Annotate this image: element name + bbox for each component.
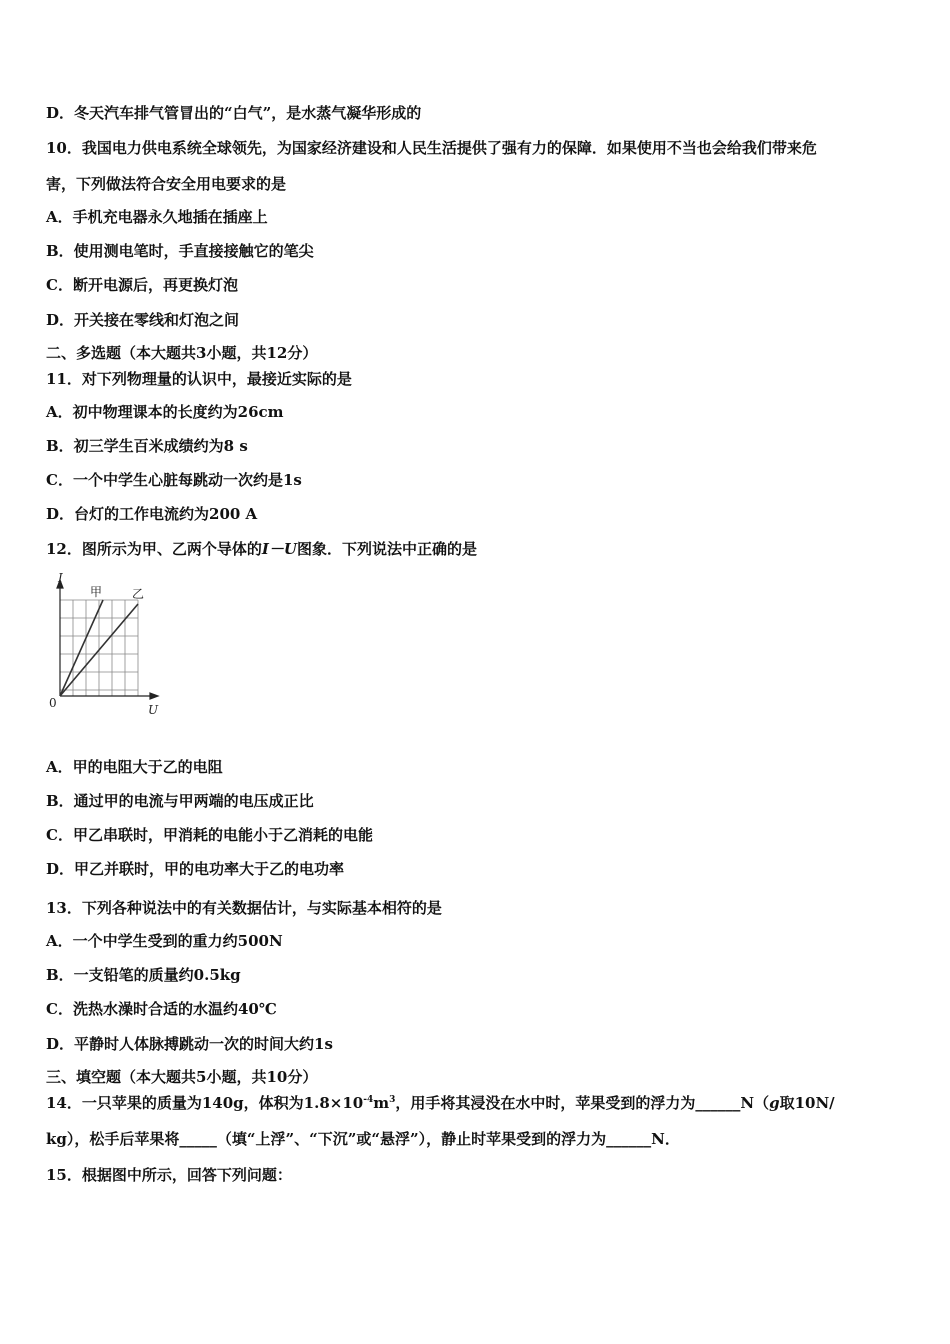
q14-post: ，用手将其浸没在水中时，苹果受到的浮力为______N（ bbox=[395, 1094, 770, 1112]
q12-option-a: A．甲的电阻大于乙的电阻 bbox=[46, 758, 223, 776]
q14-exp: -4 bbox=[363, 1095, 374, 1105]
q10-option-c: C．断开电源后，再更换灯泡 bbox=[46, 276, 238, 294]
q10-stem-line2: 害，下列做法符合安全用电要求的是 bbox=[46, 175, 287, 193]
q10-option-a: A．手机充电器永久地插在插座上 bbox=[46, 208, 268, 226]
x-axis-arrow bbox=[150, 693, 158, 699]
q14-stem-line1 bbox=[46, 1093, 835, 1113]
q12-option-d: D．甲乙并联时，甲的电功率大于乙的电功率 bbox=[46, 860, 345, 878]
q12-stem-var: I－U bbox=[261, 540, 297, 558]
iu-graph-figure bbox=[40, 570, 170, 720]
q11-option-b: B．初三学生百米成绩约为8 s bbox=[46, 437, 248, 455]
q12-stem bbox=[46, 539, 477, 559]
q14-stem-line2: kg），松手后苹果将_____（填“上浮”、“下沉”或“悬浮”），静止时苹果受到的浮力为______N． bbox=[46, 1130, 680, 1148]
q13-option-c: C．洗热水澡时合适的水温约40℃ bbox=[46, 1000, 277, 1018]
y-axis-label: I bbox=[58, 571, 63, 585]
q11-option-d: D．台灯的工作电流约为200 A bbox=[46, 505, 258, 523]
q10-option-b: B．使用测电笔时，手直接接触它的笔尖 bbox=[46, 242, 314, 260]
x-axis-label: U bbox=[148, 703, 159, 717]
q10-stem-line1: 10．我国电力供电系统全球领先，为国家经济建设和人民生活提供了强有力的保障．如果使用不当也会给我们带来危 bbox=[46, 139, 817, 157]
label-jia: 甲 bbox=[90, 585, 103, 599]
q11-option-a: A．初中物理课本的长度约为26cm bbox=[46, 403, 284, 421]
q12-stem-pre: 12．图所示为甲、乙两个导体的 bbox=[46, 540, 262, 558]
q12-stem-post: 图象．下列说法中正确的是 bbox=[297, 540, 478, 558]
q13-stem: 13．下列各种说法中的有关数据估计，与实际基本相符的是 bbox=[46, 899, 442, 917]
q14-end: 取10N/ bbox=[779, 1094, 835, 1112]
section-3-heading: 三、填空题（本大题共5小题，共10分） bbox=[46, 1068, 318, 1086]
q14-exp2: 3 bbox=[389, 1095, 396, 1105]
q15-stem: 15．根据图中所示，回答下列问题： bbox=[46, 1166, 292, 1184]
q12-option-b: B．通过甲的电流与甲两端的电压成正比 bbox=[46, 792, 314, 810]
q14-pre: 14．一只苹果的质量为140g，体积为1.8×10 bbox=[46, 1094, 364, 1112]
q11-option-c: C．一个中学生心脏每跳动一次约是1s bbox=[46, 471, 302, 489]
line-jia bbox=[60, 600, 103, 696]
q13-option-a: A．一个中学生受到的重力约500N bbox=[46, 932, 283, 950]
q13-option-b: B．一支铅笔的质量约0.5kg bbox=[46, 966, 241, 984]
label-yi: 乙 bbox=[132, 587, 145, 601]
q11-stem: 11．对下列物理量的认识中，最接近实际的是 bbox=[46, 370, 352, 388]
q14-g: g bbox=[769, 1094, 780, 1112]
q13-option-d: D．平静时人体脉搏跳动一次的时间大约1s bbox=[46, 1035, 333, 1053]
section-2-heading: 二、多选题（本大题共3小题，共12分） bbox=[46, 344, 318, 362]
q9-option-d: D．冬天汽车排气管冒出的“白气”，是水蒸气凝华形成的 bbox=[46, 104, 422, 122]
origin-label: 0 bbox=[49, 696, 57, 710]
q14-unit: m bbox=[373, 1094, 390, 1112]
q12-option-c: C．甲乙串联时，甲消耗的电能小于乙消耗的电能 bbox=[46, 826, 373, 844]
q10-option-d: D．开关接在零线和灯泡之间 bbox=[46, 311, 240, 329]
